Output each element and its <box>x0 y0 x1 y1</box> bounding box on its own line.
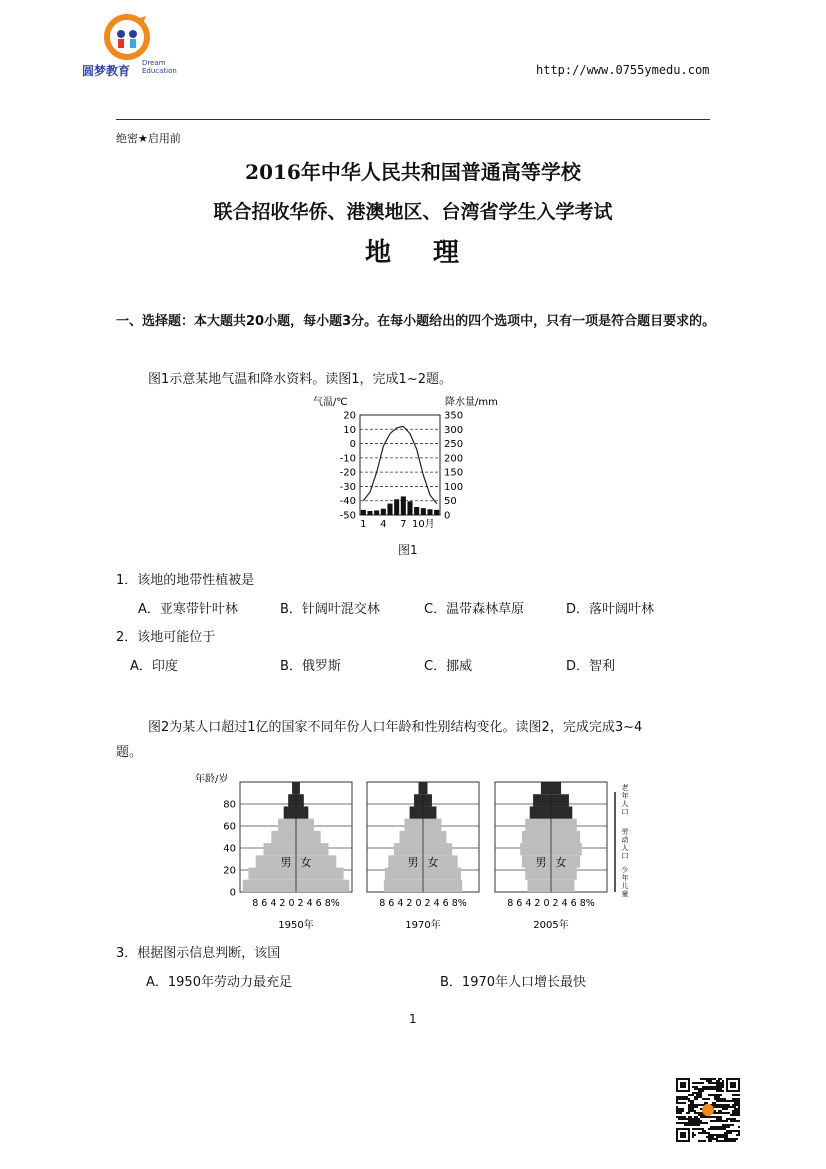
age-tick-label: 80 <box>223 799 236 811</box>
precip-bar <box>407 501 412 515</box>
pyramid-x-ticks: 8 6 4 2 0 2 4 6 8% <box>379 898 467 909</box>
legend-label: 童 <box>621 890 629 898</box>
q3-option-b[interactable]: B．1970年人口增长最快 <box>440 975 587 990</box>
question-2-stem: 2．该地可能位于 <box>116 630 216 645</box>
y2-tick-label: 200 <box>444 453 464 465</box>
y2-tick-label: 50 <box>444 496 457 508</box>
pyramid-year-label: 1950年 <box>278 920 314 931</box>
female-label: 女 <box>427 856 439 869</box>
legend-label: 儿 <box>621 882 629 890</box>
question-1-stem: 1．该地的地带性植被是 <box>116 573 255 588</box>
y-tick-label: -30 <box>339 481 356 493</box>
legend-label: 人 <box>621 844 629 852</box>
legend-label: 少 <box>621 866 629 874</box>
secret-label: 绝密★启用前 <box>116 132 181 145</box>
male-label: 男 <box>535 856 547 869</box>
y-tick-label: 20 <box>343 410 356 422</box>
legend-label: 年 <box>621 792 629 800</box>
precip-bar <box>361 510 366 515</box>
male-label: 男 <box>280 856 292 869</box>
q2-option-d[interactable]: D．智利 <box>566 659 616 674</box>
logo <box>82 14 192 80</box>
y2-tick-label: 350 <box>444 410 464 422</box>
precip-bar <box>374 510 379 515</box>
age-tick-label: 40 <box>223 843 236 855</box>
q2-option-b[interactable]: B．俄罗斯 <box>280 659 341 674</box>
age-tick-label: 0 <box>229 887 236 899</box>
logo-text: 圆梦教育 <box>82 64 131 78</box>
figure2-intro: 图2为某人口超过1亿的国家不同年份人口年龄和性别结构变化。读图2，完成完成3~4 <box>148 720 643 735</box>
q1-option-c[interactable]: C．温带森林草原 <box>424 602 525 617</box>
chart-ylabel-right: 降水量/mm <box>445 397 498 408</box>
y-tick-label: 0 <box>349 439 356 451</box>
title-line-2: 联合招收华侨、港澳地区、台湾省学生入学考试 <box>213 201 613 223</box>
figure2-intro-cont: 题。 <box>116 745 143 760</box>
male-label: 男 <box>407 856 419 869</box>
population-pyramids <box>195 770 635 935</box>
legend-label: 口 <box>621 852 629 860</box>
y-tick-label: -20 <box>339 467 356 479</box>
q1-option-a[interactable]: A．亚寒带针叶林 <box>138 602 238 617</box>
header-divider <box>116 119 710 120</box>
female-label: 女 <box>300 856 312 869</box>
y2-tick-label: 150 <box>444 467 464 479</box>
q2-option-a[interactable]: A．印度 <box>130 659 178 674</box>
y-tick-label: -40 <box>339 496 356 508</box>
y2-tick-label: 300 <box>444 424 464 436</box>
pyramid-panel <box>495 782 607 931</box>
site-url: http://www.0755ymedu.com <box>536 63 710 77</box>
y2-tick-label: 0 <box>444 510 451 522</box>
pyramid-ylabel: 年龄/岁 <box>195 774 229 785</box>
x-tick-label: 7 <box>400 519 407 530</box>
figure1-caption: 图1 <box>398 543 418 557</box>
legend-label: 人 <box>621 800 629 808</box>
temperature-line <box>363 426 436 503</box>
question-3 <box>116 942 587 999</box>
logo-icon <box>104 14 150 60</box>
pyramid-x-ticks: 8 6 4 2 0 2 4 6 8% <box>252 898 340 909</box>
precip-bar <box>434 510 439 515</box>
q2-option-c[interactable]: C．挪威 <box>424 659 473 674</box>
precip-bar <box>414 507 419 515</box>
q1-option-b[interactable]: B．针阔叶混交林 <box>280 602 380 617</box>
q3-option-a[interactable]: A．1950年劳动力最充足 <box>146 975 292 990</box>
age-tick-label: 20 <box>223 865 236 877</box>
pyramid-year-label: 1970年 <box>405 920 441 931</box>
pyramid-panel <box>367 782 479 931</box>
page-number: 1 <box>409 1012 417 1026</box>
precip-bar <box>381 509 386 515</box>
precip-bar <box>387 504 392 515</box>
precip-bar <box>401 496 406 515</box>
y-tick-label: -10 <box>339 453 356 465</box>
climate-chart <box>305 393 525 533</box>
legend-label: 口 <box>621 808 629 816</box>
pyramid-x-ticks: 8 6 4 2 0 2 4 6 8% <box>507 898 595 909</box>
question-3-stem: 3．根据图示信息判断，该国 <box>116 946 281 961</box>
precip-bar <box>367 511 372 515</box>
question-2 <box>116 626 616 683</box>
x-tick-label: 10月 <box>411 519 435 530</box>
question-1 <box>116 569 655 626</box>
legend-label: 动 <box>621 836 629 844</box>
precip-bar <box>421 508 426 515</box>
section-heading: 一、选择题：本大题共20小题，每小题3分。在每小题给出的四个选项中，只有一项是符合题目要求的。 <box>116 314 716 329</box>
x-tick-label: 1 <box>360 519 367 530</box>
legend-label: 年 <box>621 874 629 882</box>
precip-bar <box>394 499 399 515</box>
y2-tick-label: 250 <box>444 439 464 451</box>
y-tick-label: 10 <box>343 424 356 436</box>
title-line-1: 2016年中华人民共和国普通高等学校 <box>245 160 581 184</box>
pyramid-panel <box>240 782 352 931</box>
subject-title: 地理 <box>364 238 501 268</box>
q1-option-d[interactable]: D．落叶阔叶林 <box>566 602 655 617</box>
logo-subtext: Dream Education <box>142 59 177 75</box>
age-tick-label: 60 <box>223 821 236 833</box>
x-tick-label: 4 <box>380 519 387 530</box>
legend-label: 劳 <box>621 828 629 836</box>
legend-label: 老 <box>621 784 629 792</box>
pyramid-year-label: 2005年 <box>533 920 569 931</box>
qr-code-icon <box>674 1076 742 1144</box>
chart-ylabel: 气温/℃ <box>313 397 348 408</box>
y-tick-label: -50 <box>339 510 356 522</box>
precip-bar <box>427 509 432 515</box>
chart-frame <box>360 415 440 515</box>
female-label: 女 <box>555 856 567 869</box>
y2-tick-label: 100 <box>444 481 464 493</box>
figure1-intro: 图1示意某地气温和降水资料。读图1，完成1~2题。 <box>148 372 452 387</box>
